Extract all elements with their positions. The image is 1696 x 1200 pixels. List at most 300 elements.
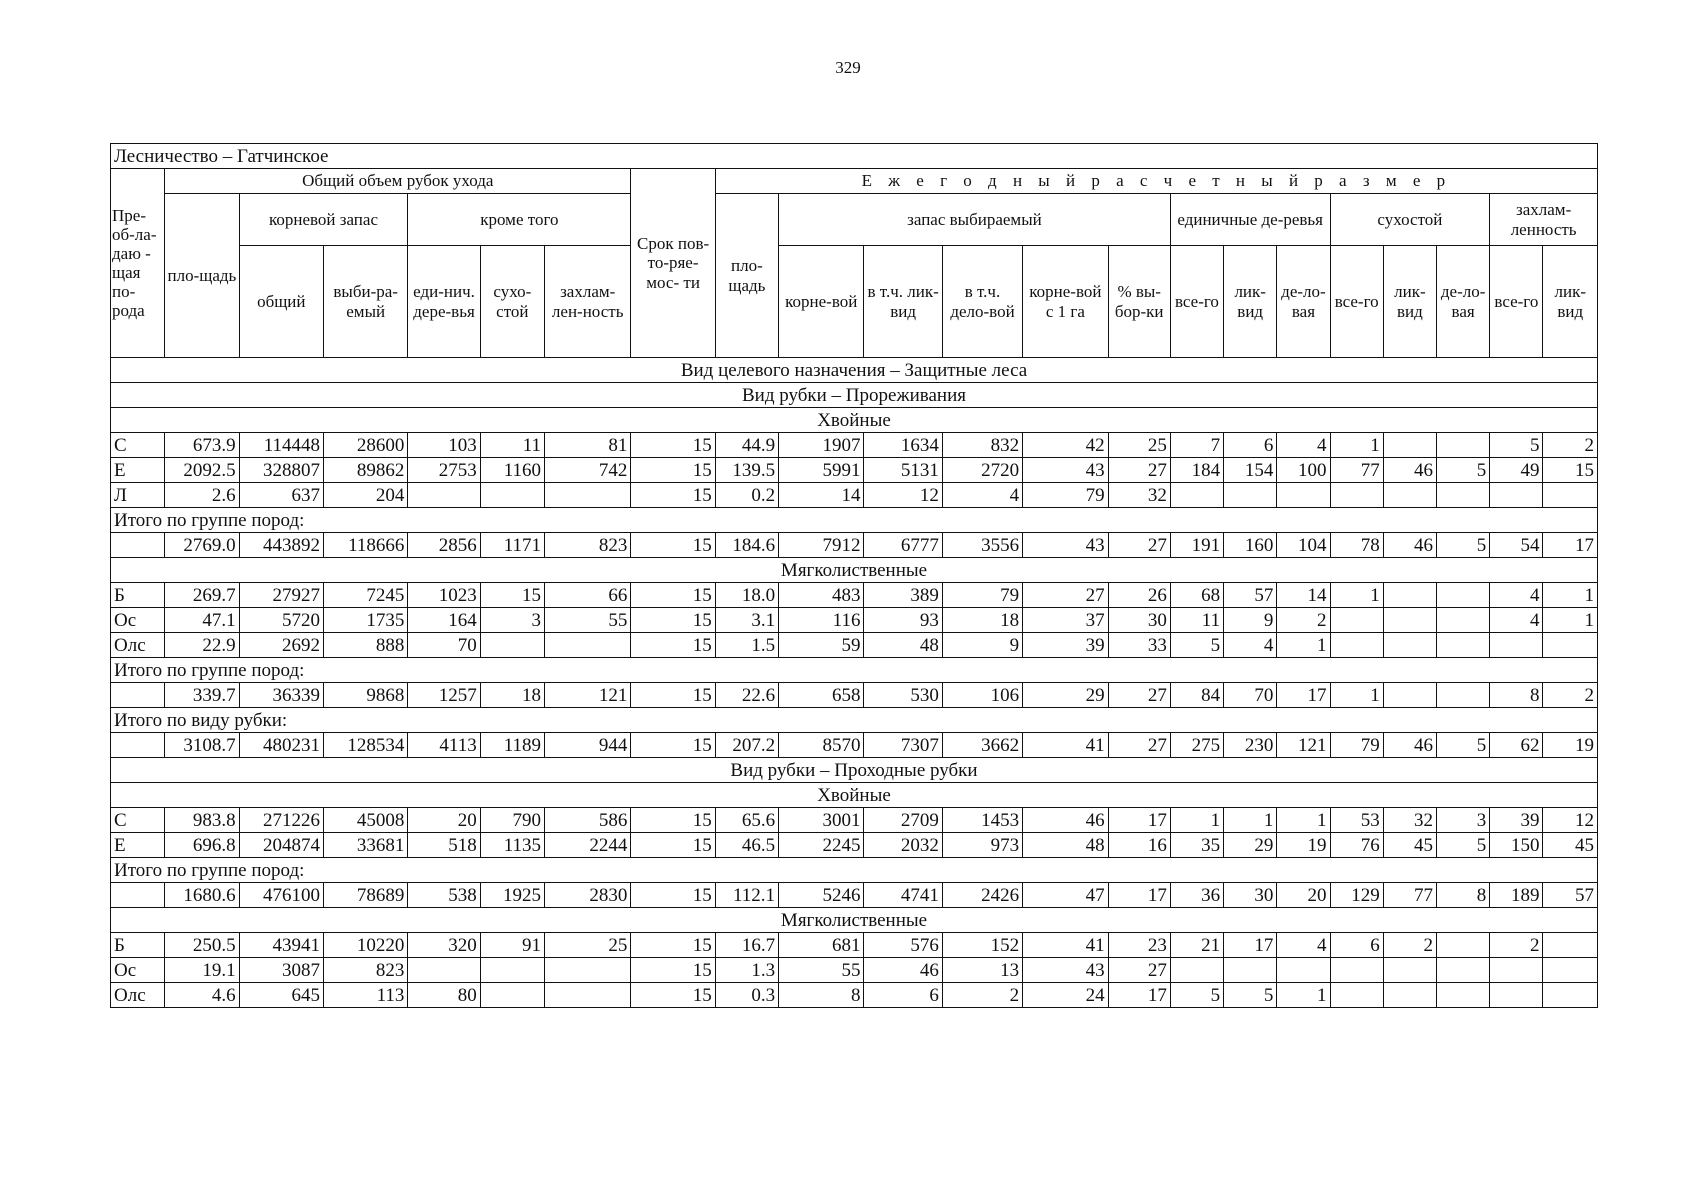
- value-cell: 1257: [408, 683, 480, 708]
- value-cell: 5: [1170, 983, 1223, 1008]
- value-cell: 681: [779, 933, 864, 958]
- value-cell: 3108.7: [165, 733, 239, 758]
- value-cell: 3001: [779, 808, 864, 833]
- species-group-label-row: [111, 408, 1598, 433]
- value-cell: [1383, 983, 1436, 1008]
- value-cell: [1330, 983, 1383, 1008]
- value-cell: [1277, 483, 1330, 508]
- group-total-label: Итого по группе пород:: [111, 858, 1598, 883]
- value-cell: 15: [480, 583, 544, 608]
- value-cell: 54: [1490, 533, 1543, 558]
- value-cell: 2: [1383, 933, 1436, 958]
- value-cell: 5246: [779, 883, 864, 908]
- group-total-label-row: [111, 658, 1598, 683]
- value-cell: 118666: [323, 533, 407, 558]
- header-general: общий: [239, 246, 323, 358]
- value-cell: 2753: [408, 458, 480, 483]
- species-cell: Ос: [111, 958, 165, 983]
- value-cell: 1.3: [715, 958, 778, 983]
- value-cell: 15: [631, 933, 715, 958]
- value-cell: 164: [408, 608, 480, 633]
- value-cell: [1330, 958, 1383, 983]
- header-liquid2: лик-вид: [1383, 246, 1436, 358]
- header-litter: захлам-ленность: [1490, 194, 1598, 246]
- value-cell: 4: [1490, 583, 1543, 608]
- header-repeat-term: Срок пов- то-ряе-мос- ти: [631, 169, 715, 358]
- value-cell: 112.1: [715, 883, 778, 908]
- value-cell: 576: [864, 933, 942, 958]
- value-cell: 17: [1543, 533, 1598, 558]
- value-cell: 128534: [323, 733, 407, 758]
- purpose-label-row: [111, 358, 1598, 383]
- value-cell: 4: [1490, 608, 1543, 633]
- value-cell: 339.7: [165, 683, 239, 708]
- value-cell: 5991: [779, 458, 864, 483]
- value-cell: 2: [942, 983, 1022, 1008]
- value-cell: 518: [408, 833, 480, 858]
- value-cell: 184: [1170, 458, 1223, 483]
- page-number: 329: [835, 58, 861, 77]
- value-cell: 55: [545, 608, 631, 633]
- value-cell: 696.8: [165, 833, 239, 858]
- value-cell: 1: [1330, 683, 1383, 708]
- value-cell: 59: [779, 633, 864, 658]
- value-cell: 30: [1224, 883, 1277, 908]
- value-cell: 15: [1543, 458, 1598, 483]
- value-cell: 2769.0: [165, 533, 239, 558]
- value-cell: 15: [631, 583, 715, 608]
- value-cell: 36339: [239, 683, 323, 708]
- header-business1: де-ло-вая: [1277, 246, 1330, 358]
- value-cell: 3: [1437, 808, 1490, 833]
- table-row: [111, 433, 1598, 458]
- value-cell: [1437, 633, 1490, 658]
- value-cell: 823: [323, 958, 407, 983]
- value-cell: 103: [408, 433, 480, 458]
- value-cell: 28600: [323, 433, 407, 458]
- table-row: [111, 683, 1598, 708]
- value-cell: 8: [1437, 883, 1490, 908]
- header-root-stock: корневой запас: [239, 194, 408, 246]
- value-cell: 21: [1170, 933, 1223, 958]
- value-cell: 2032: [864, 833, 942, 858]
- value-cell: 530: [864, 683, 942, 708]
- value-cell: 46: [864, 958, 942, 983]
- value-cell: 1023: [408, 583, 480, 608]
- value-cell: 20: [1277, 883, 1330, 908]
- value-cell: 191: [1170, 533, 1223, 558]
- value-cell: 27927: [239, 583, 323, 608]
- header-liquid1: лик-вид: [1224, 246, 1277, 358]
- header-selectable: выби-ра-емый: [323, 246, 407, 358]
- value-cell: 10220: [323, 933, 407, 958]
- value-cell: [480, 958, 544, 983]
- value-cell: 983.8: [165, 808, 239, 833]
- value-cell: 5131: [864, 458, 942, 483]
- value-cell: 45: [1543, 833, 1598, 858]
- value-cell: 2245: [779, 833, 864, 858]
- value-cell: 25: [1108, 433, 1170, 458]
- value-cell: 6: [1224, 433, 1277, 458]
- value-cell: 2720: [942, 458, 1022, 483]
- value-cell: 269.7: [165, 583, 239, 608]
- value-cell: 7307: [864, 733, 942, 758]
- value-cell: 18: [480, 683, 544, 708]
- value-cell: 15: [631, 633, 715, 658]
- value-cell: 46: [1383, 458, 1436, 483]
- value-cell: 30: [1108, 608, 1170, 633]
- value-cell: 480231: [239, 733, 323, 758]
- value-cell: [1543, 983, 1598, 1008]
- value-cell: 104: [1277, 533, 1330, 558]
- value-cell: 43: [1023, 958, 1108, 983]
- value-cell: 4: [1277, 433, 1330, 458]
- value-cell: 22.6: [715, 683, 778, 708]
- value-cell: 1: [1543, 583, 1598, 608]
- species-cell: Олс: [111, 633, 165, 658]
- value-cell: 27: [1108, 458, 1170, 483]
- value-cell: 33681: [323, 833, 407, 858]
- value-cell: 1171: [480, 533, 544, 558]
- value-cell: 139.5: [715, 458, 778, 483]
- value-cell: [1383, 583, 1436, 608]
- value-cell: 41: [1023, 733, 1108, 758]
- value-cell: 7245: [323, 583, 407, 608]
- value-cell: [1170, 958, 1223, 983]
- value-cell: 189: [1490, 883, 1543, 908]
- value-cell: 79: [1330, 733, 1383, 758]
- value-cell: 129: [1330, 883, 1383, 908]
- value-cell: 114448: [239, 433, 323, 458]
- value-cell: 0.3: [715, 983, 778, 1008]
- value-cell: [1437, 958, 1490, 983]
- value-cell: 57: [1543, 883, 1598, 908]
- value-cell: 26: [1108, 583, 1170, 608]
- value-cell: 476100: [239, 883, 323, 908]
- value-cell: 328807: [239, 458, 323, 483]
- value-cell: 204: [323, 483, 407, 508]
- table-row: [111, 608, 1598, 633]
- cut-type-label: Вид рубки – Прореживания: [111, 383, 1598, 408]
- value-cell: 3556: [942, 533, 1022, 558]
- value-cell: 2244: [545, 833, 631, 858]
- value-cell: 742: [545, 458, 631, 483]
- value-cell: [1543, 933, 1598, 958]
- value-cell: 944: [545, 733, 631, 758]
- header-deadwood: сухостой: [1330, 194, 1490, 246]
- purpose-label: Вид целевого назначения – Защитные леса: [111, 358, 1598, 383]
- header-area: пло-щадь: [165, 194, 239, 358]
- species-cell: [111, 883, 165, 908]
- value-cell: 658: [779, 683, 864, 708]
- value-cell: 0.2: [715, 483, 778, 508]
- value-cell: 113: [323, 983, 407, 1008]
- table-row: [111, 833, 1598, 858]
- value-cell: 11: [1170, 608, 1223, 633]
- value-cell: 16: [1108, 833, 1170, 858]
- value-cell: 15: [631, 683, 715, 708]
- header-incl-liquid: в т.ч. лик-вид: [864, 246, 942, 358]
- forestry-title: Лесничество – Гатчинское: [111, 144, 1598, 169]
- value-cell: 77: [1383, 883, 1436, 908]
- value-cell: [1330, 633, 1383, 658]
- value-cell: 78689: [323, 883, 407, 908]
- header-selected-stock: запас выбираемый: [779, 194, 1171, 246]
- table-row: [111, 808, 1598, 833]
- value-cell: 1: [1170, 808, 1223, 833]
- value-cell: 77: [1330, 458, 1383, 483]
- value-cell: 4741: [864, 883, 942, 908]
- value-cell: 1: [1224, 808, 1277, 833]
- value-cell: 1.5: [715, 633, 778, 658]
- value-cell: 45: [1383, 833, 1436, 858]
- table-row: [111, 458, 1598, 483]
- cut-type-label-row: [111, 383, 1598, 408]
- value-cell: 15: [631, 483, 715, 508]
- value-cell: 37: [1023, 608, 1108, 633]
- value-cell: 1907: [779, 433, 864, 458]
- table-row: [111, 533, 1598, 558]
- table-row: [111, 958, 1598, 983]
- value-cell: 33: [1108, 633, 1170, 658]
- header-percent-selection: % вы-бор-ки: [1108, 246, 1170, 358]
- value-cell: 1453: [942, 808, 1022, 833]
- value-cell: 46: [1383, 733, 1436, 758]
- value-cell: 15: [631, 808, 715, 833]
- value-cell: 47: [1023, 883, 1108, 908]
- value-cell: 27: [1108, 533, 1170, 558]
- value-cell: 5: [1224, 983, 1277, 1008]
- value-cell: 20: [408, 808, 480, 833]
- species-cell: Ос: [111, 608, 165, 633]
- value-cell: 443892: [239, 533, 323, 558]
- value-cell: 1: [1330, 433, 1383, 458]
- value-cell: 204874: [239, 833, 323, 858]
- value-cell: 5: [1437, 833, 1490, 858]
- value-cell: 5720: [239, 608, 323, 633]
- value-cell: 645: [239, 983, 323, 1008]
- value-cell: 79: [942, 583, 1022, 608]
- value-cell: 15: [631, 533, 715, 558]
- value-cell: 46.5: [715, 833, 778, 858]
- header-total2: все-го: [1330, 246, 1383, 358]
- value-cell: 68: [1170, 583, 1223, 608]
- value-cell: 8: [779, 983, 864, 1008]
- value-cell: 11: [480, 433, 544, 458]
- header-liquid3: лик-вид: [1543, 246, 1598, 358]
- value-cell: [480, 633, 544, 658]
- header-row-1: [111, 169, 1598, 194]
- value-cell: [1437, 608, 1490, 633]
- value-cell: 55: [779, 958, 864, 983]
- value-cell: 15: [631, 608, 715, 633]
- value-cell: 1: [1277, 983, 1330, 1008]
- value-cell: 14: [779, 483, 864, 508]
- value-cell: 43941: [239, 933, 323, 958]
- value-cell: 15: [631, 958, 715, 983]
- value-cell: 41: [1023, 933, 1108, 958]
- value-cell: 23: [1108, 933, 1170, 958]
- value-cell: 1: [1277, 633, 1330, 658]
- value-cell: 4: [942, 483, 1022, 508]
- value-cell: 17: [1224, 933, 1277, 958]
- value-cell: [545, 958, 631, 983]
- value-cell: 1: [1543, 608, 1598, 633]
- value-cell: 207.2: [715, 733, 778, 758]
- header-besides: кроме того: [408, 194, 631, 246]
- value-cell: 32: [1383, 808, 1436, 833]
- value-cell: 45008: [323, 808, 407, 833]
- value-cell: 2: [1543, 433, 1598, 458]
- value-cell: 84: [1170, 683, 1223, 708]
- header-litter-short: захлам-лен-ность: [545, 246, 631, 358]
- value-cell: 250.5: [165, 933, 239, 958]
- value-cell: 27: [1108, 733, 1170, 758]
- value-cell: 3.1: [715, 608, 778, 633]
- value-cell: 36: [1170, 883, 1223, 908]
- value-cell: 17: [1108, 808, 1170, 833]
- table-row: [111, 583, 1598, 608]
- species-group-label: Мягколиственные: [111, 908, 1598, 933]
- group-total-label: Итого по группе пород:: [111, 658, 1598, 683]
- value-cell: 823: [545, 533, 631, 558]
- species-cell: С: [111, 433, 165, 458]
- species-cell: С: [111, 808, 165, 833]
- value-cell: [1383, 958, 1436, 983]
- value-cell: 39: [1490, 808, 1543, 833]
- value-cell: 22.9: [165, 633, 239, 658]
- group-total-label-row: [111, 508, 1598, 533]
- value-cell: 57: [1224, 583, 1277, 608]
- header-root-per-ha: корне-вой с 1 га: [1023, 246, 1108, 358]
- table-row: [111, 633, 1598, 658]
- value-cell: 27: [1108, 958, 1170, 983]
- value-cell: 93: [864, 608, 942, 633]
- value-cell: 320: [408, 933, 480, 958]
- value-cell: [1437, 583, 1490, 608]
- value-cell: 1634: [864, 433, 942, 458]
- value-cell: 15: [631, 433, 715, 458]
- value-cell: 32: [1108, 483, 1170, 508]
- value-cell: [1383, 608, 1436, 633]
- species-cell: Е: [111, 458, 165, 483]
- value-cell: 832: [942, 433, 1022, 458]
- value-cell: 14: [1277, 583, 1330, 608]
- value-cell: [1383, 683, 1436, 708]
- value-cell: 5: [1490, 433, 1543, 458]
- value-cell: 973: [942, 833, 1022, 858]
- value-cell: 275: [1170, 733, 1223, 758]
- value-cell: 150: [1490, 833, 1543, 858]
- value-cell: 1925: [480, 883, 544, 908]
- value-cell: 2092.5: [165, 458, 239, 483]
- value-cell: 6777: [864, 533, 942, 558]
- value-cell: 1189: [480, 733, 544, 758]
- cut-type-label-row: [111, 758, 1598, 783]
- cut-total-label-row: [111, 708, 1598, 733]
- species-cell: Е: [111, 833, 165, 858]
- value-cell: 12: [864, 483, 942, 508]
- value-cell: 4113: [408, 733, 480, 758]
- value-cell: 5: [1437, 458, 1490, 483]
- value-cell: 3662: [942, 733, 1022, 758]
- value-cell: 17: [1108, 883, 1170, 908]
- value-cell: 389: [864, 583, 942, 608]
- value-cell: 78: [1330, 533, 1383, 558]
- value-cell: 15: [631, 833, 715, 858]
- value-cell: 48: [1023, 833, 1108, 858]
- value-cell: 121: [1277, 733, 1330, 758]
- value-cell: 790: [480, 808, 544, 833]
- value-cell: 1: [1330, 583, 1383, 608]
- value-cell: 70: [1224, 683, 1277, 708]
- value-cell: [1383, 433, 1436, 458]
- value-cell: 1735: [323, 608, 407, 633]
- value-cell: 7: [1170, 433, 1223, 458]
- value-cell: 27: [1023, 583, 1108, 608]
- value-cell: 230: [1224, 733, 1277, 758]
- value-cell: 80: [408, 983, 480, 1008]
- value-cell: 9868: [323, 683, 407, 708]
- value-cell: 3087: [239, 958, 323, 983]
- value-cell: 271226: [239, 808, 323, 833]
- value-cell: [408, 958, 480, 983]
- value-cell: 35: [1170, 833, 1223, 858]
- value-cell: 100: [1277, 458, 1330, 483]
- value-cell: 2709: [864, 808, 942, 833]
- value-cell: 46: [1023, 808, 1108, 833]
- header-total3: все-го: [1490, 246, 1543, 358]
- value-cell: [1437, 433, 1490, 458]
- value-cell: 1680.6: [165, 883, 239, 908]
- value-cell: 5: [1437, 533, 1490, 558]
- table-row: [111, 983, 1598, 1008]
- group-total-label: Итого по группе пород:: [111, 508, 1598, 533]
- value-cell: 184.6: [715, 533, 778, 558]
- forest-cutting-table: [110, 143, 1598, 1008]
- value-cell: 25: [545, 933, 631, 958]
- value-cell: 8570: [779, 733, 864, 758]
- header-single-trees: единичные де-ревья: [1170, 194, 1330, 246]
- value-cell: [1490, 483, 1543, 508]
- value-cell: [545, 983, 631, 1008]
- value-cell: 65.6: [715, 808, 778, 833]
- value-cell: 2: [1490, 933, 1543, 958]
- value-cell: 2426: [942, 883, 1022, 908]
- value-cell: 43: [1023, 533, 1108, 558]
- value-cell: 5: [1437, 733, 1490, 758]
- value-cell: 47.1: [165, 608, 239, 633]
- value-cell: 3: [480, 608, 544, 633]
- cut-total-label: Итого по виду рубки:: [111, 708, 1598, 733]
- table-row: [111, 483, 1598, 508]
- value-cell: [1383, 633, 1436, 658]
- value-cell: 5: [1170, 633, 1223, 658]
- value-cell: 538: [408, 883, 480, 908]
- value-cell: [1490, 633, 1543, 658]
- value-cell: [1437, 983, 1490, 1008]
- species-group-label-row: [111, 908, 1598, 933]
- value-cell: [1277, 958, 1330, 983]
- value-cell: 4.6: [165, 983, 239, 1008]
- value-cell: 121: [545, 683, 631, 708]
- species-group-label: Хвойные: [111, 783, 1598, 808]
- value-cell: 39: [1023, 633, 1108, 658]
- value-cell: 29: [1224, 833, 1277, 858]
- value-cell: [1543, 633, 1598, 658]
- value-cell: 13: [942, 958, 1022, 983]
- header-total-volume: Общий объем рубок ухода: [165, 169, 631, 194]
